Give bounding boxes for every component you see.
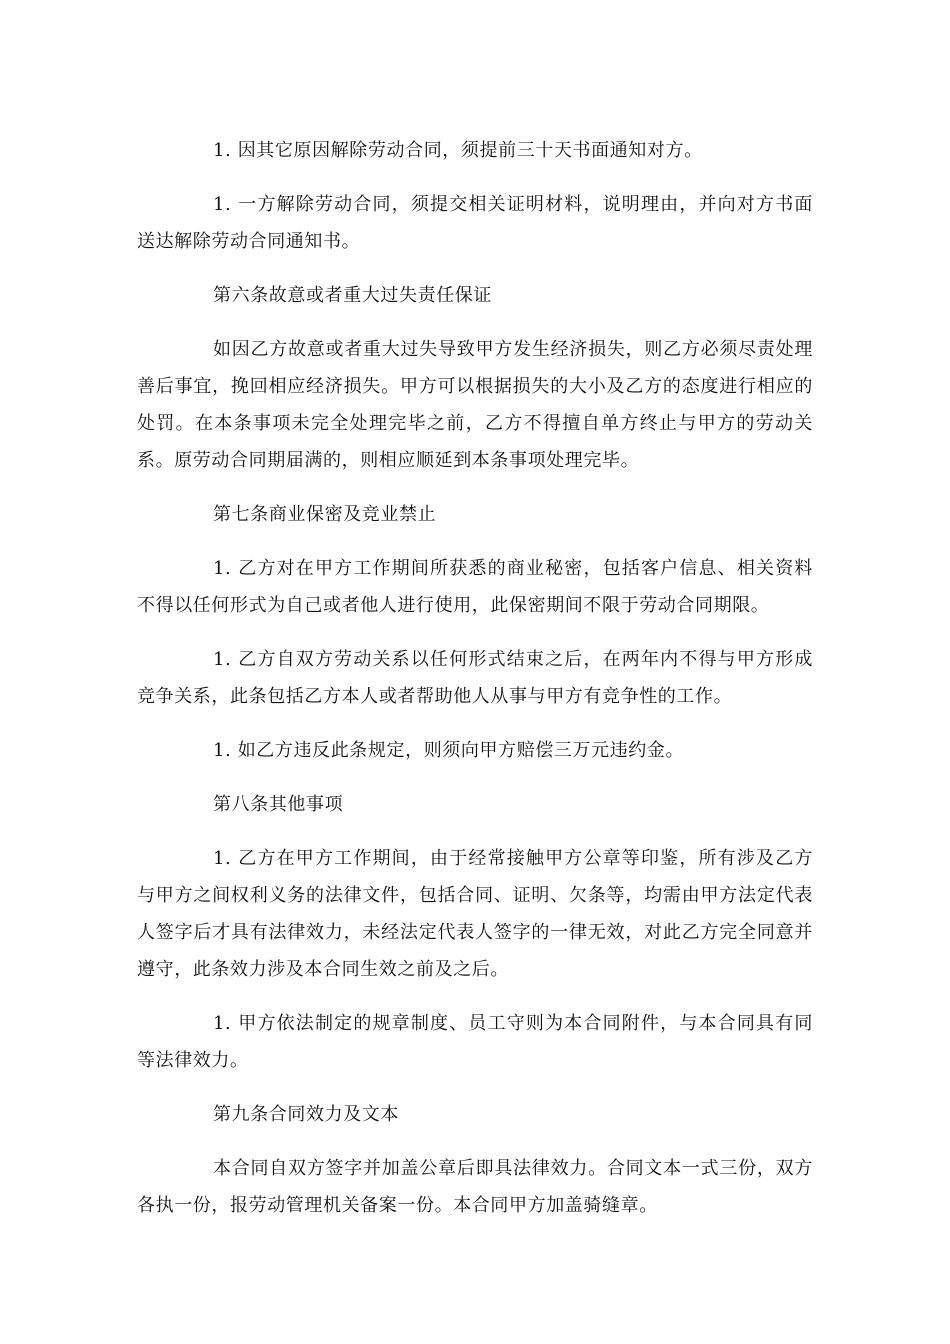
clause-termination-materials: 1. 一方解除劳动合同，须提交相关证明材料，说明理由，并向对方书面送达解除劳动合同通知书。 xyxy=(137,194,813,252)
article-8-clause-rules: 1. 甲方依法制定的规章制度、员工守则为本合同附件，与本合同具有同等法律效力。 xyxy=(137,1013,813,1071)
article-7-heading: 第七条商业保密及竞业禁止 xyxy=(213,504,437,525)
article-6-body: 如因乙方故意或者重大过失导致甲方发生经济损失，则乙方必须尽责处理善后事宜，挽回相应经济损失。甲方可以根据损失的大小及乙方的态度进行相应的处罚。在本条事项未完全处理完毕之前，乙方不得擅自单方终止与甲方的劳动关系。原劳动合同期届满的，则相应顺延到本条事项处理完毕。 xyxy=(137,339,813,471)
article-7-clause-penalty: 1. 如乙方违反此条规定，则须向甲方赔偿三万元违约金。 xyxy=(213,740,685,761)
article-7-clause-non-compete: 1. 乙方自双方劳动关系以任何形式结束之后，在两年内不得与甲方形成竞争关系，此条包括乙方本人或者帮助他人从事与甲方有竞争性的工作。 xyxy=(137,649,813,707)
article-6-heading: 第六条故意或者重大过失责任保证 xyxy=(213,285,492,306)
article-8-clause-seals: 1. 乙方在甲方工作期间，由于经常接触甲方公章等印鉴，所有涉及乙方与甲方之间权利义务的法律文件，包括合同、证明、欠条等，均需由甲方法定代表人签字后才具有法律效力，未经法定代表人签字的一律无效，对此乙方完全同意并遵守，此条效力涉及本合同生效之前及之后。 xyxy=(137,848,813,980)
article-8-heading: 第八条其他事项 xyxy=(213,794,344,815)
article-9-heading: 第九条合同效力及文本 xyxy=(213,1104,399,1125)
article-7-clause-confidentiality: 1. 乙方对在甲方工作期间所获悉的商业秘密，包括客户信息、相关资料不得以任何形式为自己或者他人进行使用，此保密期间不限于劳动合同期限。 xyxy=(137,558,813,616)
article-9-body: 本合同自双方签字并加盖公章后即具法律效力。合同文本一式三份，双方各执一份，报劳动管理机关备案一份。本合同甲方加盖骑缝章。 xyxy=(137,1158,813,1216)
clause-notice-period: 1. 因其它原因解除劳动合同，须提前三十天书面通知对方。 xyxy=(213,140,703,161)
document-body xyxy=(137,132,813,1241)
